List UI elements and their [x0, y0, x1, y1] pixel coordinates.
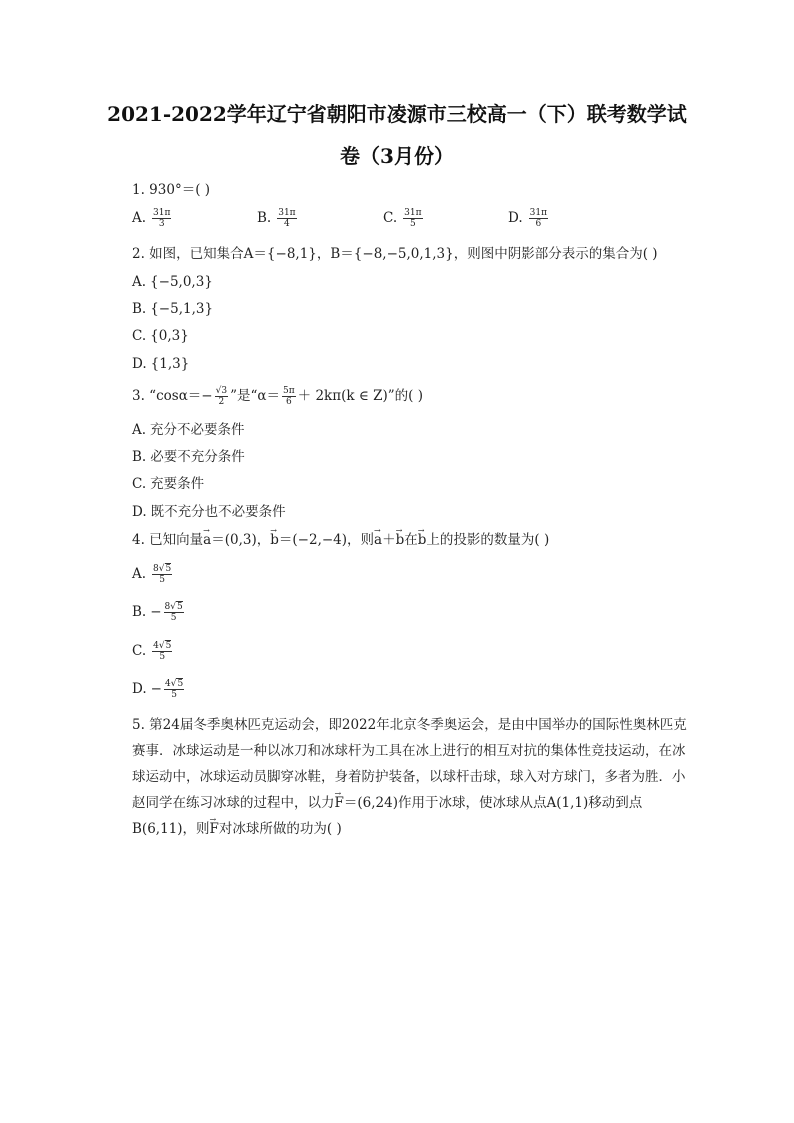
question-3-option-a: A. 充分不必要条件 — [132, 422, 245, 438]
question-4-option-b: B. − $\frac{8√5}{5}$ — [132, 602, 183, 623]
question-4-option-a: A. $\frac{8√5}{5}$ — [132, 564, 172, 585]
question-3-option-b: B. 必要不充分条件 — [132, 449, 245, 465]
question-1-option-c: C. $\frac{31\pi}{5}$ — [383, 208, 422, 229]
question-5-stem: 5. 第24届冬季奥林匹克运动会，即2022年北京冬季奥运会，是由中国举办的国际性奥林匹克赛事．冰球运动是一种以冰刀和冰球杆为工具在冰上进行的相互对抗的集体性竞技运动，在冰球运动中，冰球运动员脚穿冰鞋，身着防护装备，以球杆击球，球入对方球门，多者为胜．小赵同学在练习冰球的过程中，以力→ F＝(6,24)作用于冰球，使冰球从点A(1,1)移动到点B(6,11)，则→ F对冰球所做的功为( ) — [132, 712, 692, 842]
page-title-line1: 2021-2022学年辽宁省朝阳市凌源市三校高一（下）联考数学试 — [107, 102, 687, 126]
question-4-option-c: C. $\frac{4√5}{5}$ — [132, 641, 172, 662]
question-3-option-d: D. 既不充分也不必要条件 — [132, 504, 286, 520]
question-1-option-d: D. $\frac{31\pi}{6}$ — [508, 208, 548, 229]
question-2-option-c: C. {0,3} — [132, 328, 189, 344]
question-4-stem: 4. 已知向量→ a＝(0,3)，→ b＝(−2,−4)，则→ a＋→ b在→ b上的投影的数量为( ) — [132, 530, 549, 550]
question-3-stem: 3. “cosα＝− $\frac{√3}{2}$ ”是“α＝ $\frac{5\pi}{6}$ ＋ 2kπ(k ∈ Z)”的( ) — [132, 386, 424, 407]
question-1-option-a: A. $\frac{31\pi}{3}$ — [132, 208, 171, 229]
question-3-option-c: C. 充要条件 — [132, 476, 205, 492]
question-2-option-d: D. {1,3} — [132, 356, 190, 372]
page-title-line2: 卷（3月份） — [340, 144, 454, 168]
question-2-stem: 2. 如图，已知集合A＝{−8,1}，B＝{−8,−5,0,1,3}，则图中阴影部分表示的集合为( ) — [132, 246, 658, 262]
question-2-option-b: B. {−5,1,3} — [132, 301, 214, 317]
question-1-stem: 1. 930°＝( ) — [132, 182, 211, 198]
question-1-option-b: B. $\frac{31\pi}{4}$ — [257, 208, 296, 229]
question-4-option-d: D. − $\frac{4√5}{5}$ — [132, 679, 184, 700]
question-2-option-a: A. {−5,0,3} — [132, 274, 213, 290]
